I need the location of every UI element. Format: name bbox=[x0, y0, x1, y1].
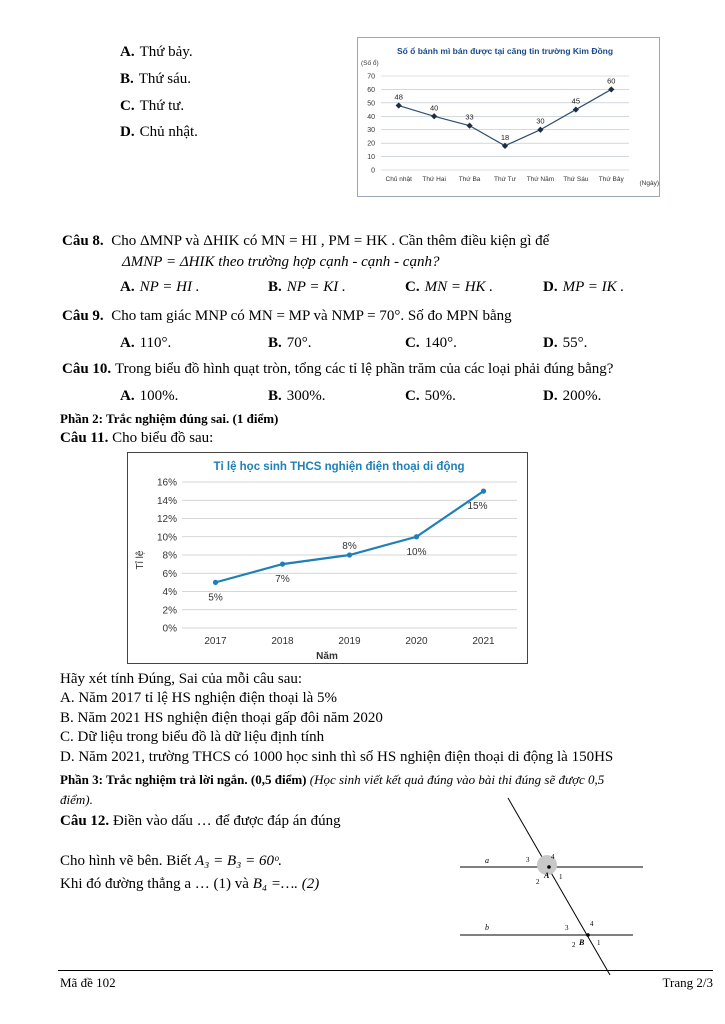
footer-code: Mã đề 102 bbox=[60, 975, 116, 990]
chart1-xtick: Thứ Hai bbox=[422, 176, 446, 183]
chart1-ytick: 70 bbox=[367, 73, 375, 81]
q12-given: Cho hình vẽ bên. Biết A₃ = B₃ = 60ᵒ. bbox=[60, 853, 283, 869]
chart2-data-label: 15% bbox=[467, 501, 488, 513]
chart2-point bbox=[213, 580, 218, 585]
q9-option-c: C. 140°. bbox=[405, 335, 457, 351]
chart1-xtick: Thứ Sáu bbox=[563, 176, 589, 183]
transversal-line bbox=[508, 798, 610, 975]
chart2-ytick: 0% bbox=[162, 623, 177, 635]
q11-statement-d: D. Năm 2021, trường THCS có 1000 học sinh thì số HS nghiện điện thoại di động là 150HS bbox=[60, 749, 614, 765]
q8-line1: Câu 8. Cho ΔMNP và ΔHIK có MN = HI , PM = HK . Cần thêm điều kiện gì để bbox=[62, 233, 550, 249]
chart2-data-label: 8% bbox=[342, 541, 357, 552]
q8-option-d: D. MP = IK . bbox=[543, 279, 625, 295]
q8-line2: ΔMNP = ΔHIK theo trường hợp cạnh - cạnh - cạnh? bbox=[122, 254, 440, 270]
chart2-data-label: 5% bbox=[208, 592, 223, 604]
a-angle-4: 4 bbox=[551, 853, 555, 861]
chart2-data-label: 10% bbox=[406, 546, 427, 558]
q10-option-b: B. 300%. bbox=[268, 388, 326, 404]
q9-line1: Câu 9. Cho tam giác MNP có MN = MP và NMP = 70°. Số đo MPN bằng bbox=[62, 308, 512, 324]
q7-option-d: D. Chủ nhật. bbox=[120, 124, 198, 140]
point-a bbox=[547, 865, 551, 869]
chart2-xtick: 2018 bbox=[271, 636, 294, 647]
chart1-title: Số ổ bánh mì bán được tại căng tin trường Kim Đồng bbox=[396, 46, 614, 56]
chart2-xlabel: Năm bbox=[316, 651, 338, 662]
q10-option-d: D. 200%. bbox=[543, 388, 602, 404]
chart2-xtick: 2017 bbox=[204, 636, 227, 647]
q11-intro: Hãy xét tính Đúng, Sai của mỗi câu sau: bbox=[60, 671, 303, 687]
q8-option-c: C. MN = HK . bbox=[405, 279, 494, 295]
chart1-ytick: 10 bbox=[367, 154, 375, 162]
q9-option-a: A. 110°. bbox=[120, 335, 172, 351]
a-angle-2: 2 bbox=[536, 878, 540, 886]
chart1-xtick: Thứ Ba bbox=[458, 176, 481, 183]
chart1-data-label: 48 bbox=[394, 92, 403, 102]
chart1-data-label: 40 bbox=[429, 103, 439, 113]
b-angle-1: 1 bbox=[597, 939, 601, 947]
point-b bbox=[586, 933, 590, 937]
chart1-data-label: 33 bbox=[465, 112, 474, 122]
chart1-ytick: 50 bbox=[367, 100, 375, 108]
chart2-title: Tỉ lệ học sinh THCS nghiện điện thoại di động bbox=[213, 461, 465, 473]
part3-heading: Phần 3: Trắc nghiệm trả lời ngắn. (0,5 điểm) (Học sinh viết kết quả đúng vào bài thi đúng sẽ được 0,5 bbox=[60, 772, 605, 787]
chart2-point bbox=[481, 489, 486, 494]
chart1-xtick: Thứ Năm bbox=[526, 176, 555, 183]
a-angle-1: 1 bbox=[559, 873, 563, 881]
q12-equation: A₃ = B₃ = 60ᵒ. bbox=[195, 853, 283, 869]
q10-line1: Câu 10. Trong biểu đồ hình quạt tròn, tổng các tỉ lệ phần trăm của các loại phải đúng bằng? bbox=[62, 361, 614, 377]
chart1-ytick: 40 bbox=[367, 113, 375, 121]
chart1-xtick: Thứ Bảy bbox=[598, 176, 624, 183]
b-angle-3: 3 bbox=[565, 924, 569, 932]
q11-statement-a: A. Năm 2017 tỉ lệ HS nghiện điện thoại là 5% bbox=[60, 690, 338, 706]
chart1-xtick: Chủ nhật bbox=[385, 176, 412, 183]
chart2-ytick: 14% bbox=[156, 495, 177, 507]
chart2-data-label: 7% bbox=[275, 574, 290, 586]
q9-option-d: D. 55°. bbox=[543, 335, 588, 351]
chart1-ylabel: (Số ổ) bbox=[361, 60, 379, 67]
chart1-xtick: Thứ Tư bbox=[494, 176, 516, 183]
q12-question: Khi đó đường thẳng a … (1) và B₄ =…. (2) bbox=[60, 876, 320, 892]
b-angle-4: 4 bbox=[590, 920, 594, 928]
chart1-ytick: 60 bbox=[367, 86, 375, 94]
chart1-xlabel: (Ngày) bbox=[639, 180, 659, 187]
q7-option-b: B. Thứ sáu. bbox=[120, 71, 192, 87]
parallel-lines-figure bbox=[455, 795, 650, 980]
chart1-ytick: 0 bbox=[371, 167, 375, 175]
chart2-ytick: 12% bbox=[156, 514, 177, 525]
a-angle-3: 3 bbox=[526, 856, 530, 864]
part3-heading-cont: điểm). bbox=[60, 792, 93, 807]
label-point-b: B bbox=[579, 938, 585, 947]
q11-statement-c: C. Dữ liệu trong biểu đồ là dữ liệu định tính bbox=[60, 729, 325, 745]
chart1-data-label: 18 bbox=[500, 132, 510, 142]
q8-option-a: A. NP = HI . bbox=[120, 279, 200, 295]
chart2-ytick: 8% bbox=[162, 550, 177, 562]
part2-heading: Phần 2: Trắc nghiệm đúng sai. (1 điểm) bbox=[60, 411, 279, 426]
q11-line: Câu 11. Cho biểu đồ sau: bbox=[60, 430, 214, 446]
chart2-ytick: 6% bbox=[162, 568, 177, 580]
q9-option-b: B. 70°. bbox=[268, 335, 312, 351]
chart2-xtick: 2020 bbox=[405, 636, 428, 647]
chart2-ytick: 4% bbox=[162, 587, 177, 598]
footer-divider bbox=[58, 970, 713, 971]
q7-option-c: C. Thứ tư. bbox=[120, 98, 185, 114]
chart2-point bbox=[414, 534, 419, 539]
chart1-data-label: 60 bbox=[607, 76, 616, 86]
q7-option-a: A. Thứ bảy. bbox=[120, 44, 193, 60]
chart2-xtick: 2019 bbox=[338, 636, 361, 647]
chart1-ytick: 30 bbox=[367, 127, 375, 135]
chart2-point bbox=[280, 562, 285, 567]
chart2-ylabel: Tỉ lệ bbox=[135, 550, 146, 570]
bread-sales-chart bbox=[357, 37, 660, 197]
q10-option-a: A. 100%. bbox=[120, 388, 179, 404]
label-a: a bbox=[485, 856, 489, 865]
q11-statement-b: B. Năm 2021 HS nghiện điện thoại gấp đôi năm 2020 bbox=[60, 710, 383, 726]
chart1-data-label: 45 bbox=[571, 96, 581, 106]
chart2-ytick: 10% bbox=[156, 532, 177, 544]
chart2-xtick: 2021 bbox=[472, 636, 495, 647]
chart2-ytick: 16% bbox=[156, 477, 177, 489]
chart2-point bbox=[347, 552, 352, 557]
chart1-ytick: 20 bbox=[367, 140, 375, 148]
b-angle-2: 2 bbox=[572, 941, 576, 949]
label-point-a: A bbox=[544, 871, 550, 880]
footer-page: Trang 2/3 bbox=[662, 975, 713, 990]
q8-option-b: B. NP = KI . bbox=[268, 279, 346, 295]
q12-line: Câu 12. Điền vào dấu … để được đáp án đúng bbox=[60, 813, 341, 829]
label-b: b bbox=[485, 923, 489, 932]
chart2-ytick: 2% bbox=[162, 605, 177, 617]
chart1-data-label: 30 bbox=[536, 116, 545, 126]
phone-addiction-chart bbox=[127, 452, 528, 664]
q10-option-c: C. 50%. bbox=[405, 388, 456, 404]
